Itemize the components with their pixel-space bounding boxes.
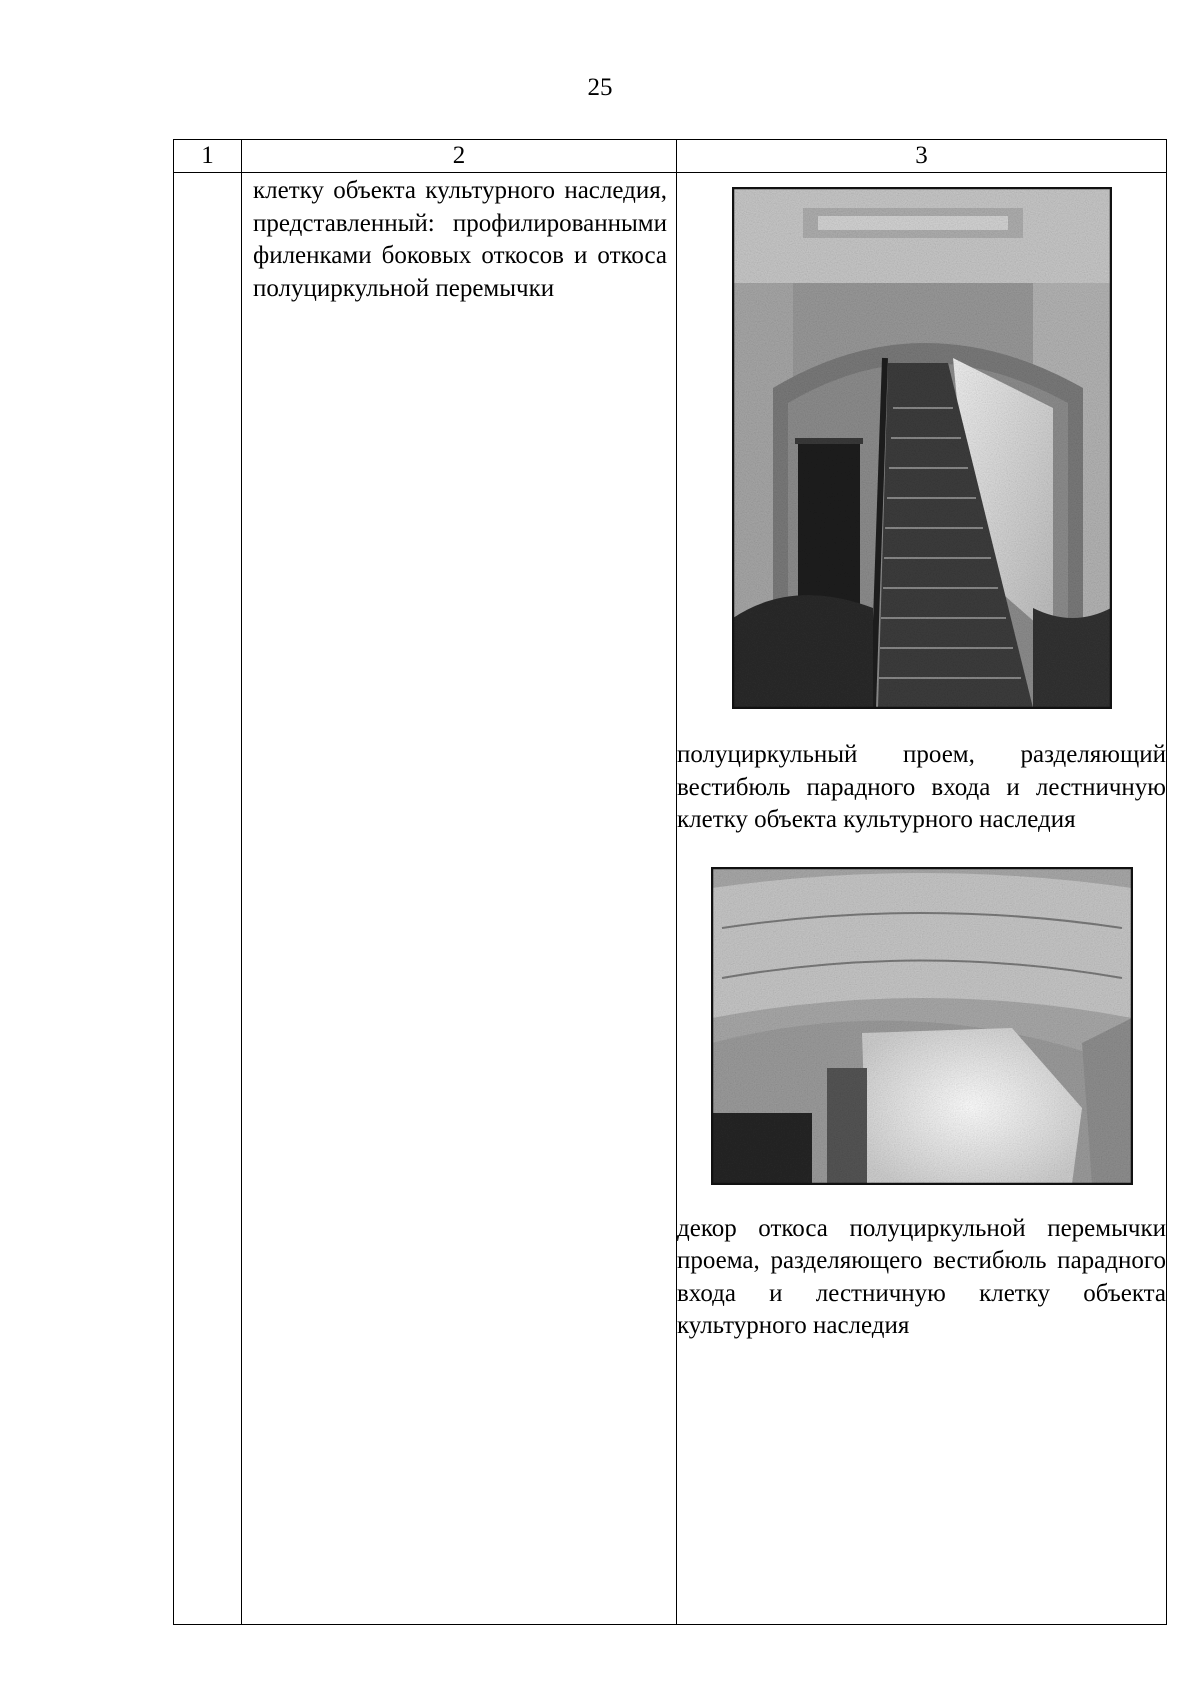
photo-caption-1: полуциркульный проем, разделяющий вестибюль парадного входа и лестничную клетку объекта культурного наследия bbox=[677, 741, 1166, 833]
document-table bbox=[173, 139, 1167, 1625]
page-number: 25 bbox=[587, 74, 613, 101]
table-row bbox=[174, 173, 1167, 1625]
cell-col1 bbox=[174, 173, 242, 1625]
element-description: клетку объекта культурного наследия, представленный: профилированными филенками боковых откосов и откоса полуциркульной перемычки bbox=[253, 177, 667, 302]
photo-staircase bbox=[732, 187, 1112, 709]
column-header-3: 3 bbox=[677, 140, 1167, 173]
cell-col2 bbox=[242, 173, 677, 1625]
photo-caption-2: декор откоса полуциркульной перемычки проема, разделяющего вестибюль парадного входа и лестничную клетку объекта культурного наследия bbox=[677, 1214, 1166, 1339]
table-header-row bbox=[174, 140, 1167, 173]
column-header-1: 1 bbox=[174, 140, 242, 173]
photo-arch-decor bbox=[711, 867, 1133, 1185]
cell-col3 bbox=[677, 173, 1167, 1625]
column-header-2: 2 bbox=[242, 140, 677, 173]
